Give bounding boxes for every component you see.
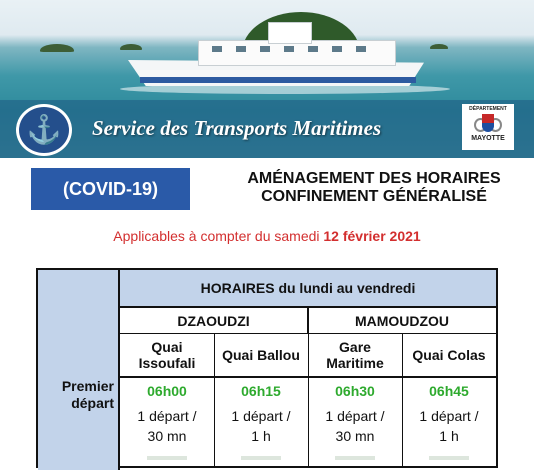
- cropped-row-hint: [120, 456, 214, 466]
- stop-quai-issoufali: Quai Issoufali: [120, 334, 214, 378]
- islet-shape: [40, 44, 74, 52]
- applicable-date: 12 février 2021: [323, 228, 421, 244]
- cropped-row-hint: [402, 456, 496, 466]
- row-label-premier-depart: Premier départ: [61, 378, 114, 411]
- anchor-icon: ⚓: [16, 104, 72, 156]
- applicable-date-line: [0, 228, 534, 244]
- location-mamoudzou: MAMOUDZOU: [308, 308, 496, 334]
- department-logo: [462, 104, 514, 150]
- service-title: Service des Transports Maritimes: [92, 116, 382, 140]
- ferry-stripe: [140, 77, 416, 83]
- frequency-cell: 1 départ / 30 mn: [325, 408, 385, 444]
- frequency-cell: 1 départ / 1 h: [419, 408, 479, 444]
- ferry-window: [236, 46, 246, 52]
- time-cell: 06h30: [335, 383, 375, 399]
- islet-shape: [120, 44, 142, 50]
- ferry-window: [284, 46, 294, 52]
- ferry-window: [308, 46, 318, 52]
- schedule-header: HORAIRES du lundi au vendredi: [120, 270, 496, 308]
- department-name: MAYOTTE: [471, 135, 505, 142]
- ferry-window: [356, 46, 366, 52]
- notice-heading: [224, 170, 524, 206]
- department-seal-icon: [474, 114, 502, 134]
- ferry-bridge: [268, 22, 312, 44]
- stop-quai-ballou: Quai Ballou: [214, 334, 308, 378]
- schedule-table: [36, 268, 498, 468]
- time-cell: 06h45: [429, 383, 469, 399]
- location-dzaoudzi: DZAOUDZI: [120, 308, 308, 334]
- stop-gare-maritime: Gare Maritime: [308, 334, 402, 378]
- stop-quai-colas: Quai Colas: [402, 334, 496, 378]
- heading-line-1: AMÉNAGEMENT DES HORAIRES: [247, 170, 501, 187]
- heading-line-2: CONFINEMENT GÉNÉRALISÉ: [261, 188, 487, 205]
- department-label: DÉPARTEMENT: [469, 106, 507, 112]
- time-cell: 06h00: [147, 383, 187, 399]
- ferry-window: [332, 46, 342, 52]
- frequency-cell: 1 départ / 30 mn: [137, 408, 197, 444]
- cropped-row-hint: [214, 456, 308, 466]
- islet-shape: [430, 44, 448, 49]
- ferry-window: [212, 46, 222, 52]
- banner-photo: [0, 0, 534, 158]
- covid-badge: (COVID-19): [31, 168, 190, 210]
- time-cell: 06h15: [241, 383, 281, 399]
- applicable-prefix: Applicables à compter du samedi: [113, 228, 324, 244]
- row-header-column: [38, 270, 120, 470]
- cropped-row-hint: [308, 456, 402, 466]
- ferry-window: [260, 46, 270, 52]
- frequency-cell: 1 départ / 1 h: [231, 408, 291, 444]
